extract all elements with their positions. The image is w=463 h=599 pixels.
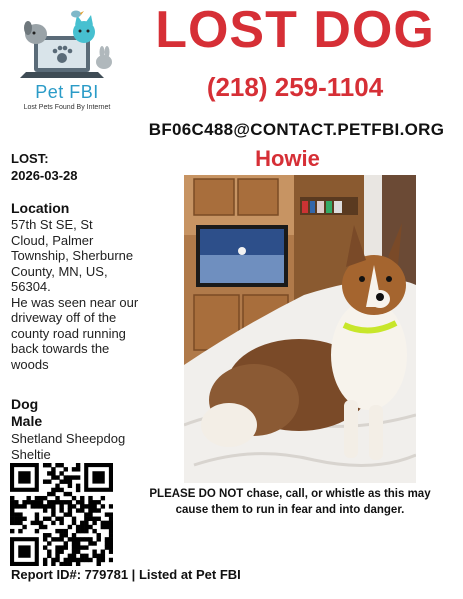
location-line: County, MN, US, [11, 263, 108, 279]
location-line: woods [11, 356, 49, 372]
contact-phone[interactable]: (218) 259-1104 [206, 72, 384, 102]
location-line: Township, Sherburne [11, 248, 134, 263]
laptop-pets-logo-icon [18, 6, 116, 84]
location-line: 57th St SE, St [11, 217, 93, 232]
report-id: Report ID#: 779781 [11, 567, 129, 582]
location-description [11, 217, 141, 372]
qr-code-icon[interactable] [10, 463, 113, 566]
footer-separator: | [128, 567, 139, 582]
lost-date-value: 2026-03-28 [11, 168, 78, 183]
pet-name: Howie [255, 146, 320, 171]
location-line: 56304. [11, 279, 51, 294]
location-line: He was seen near our [11, 294, 139, 310]
report-footer [11, 567, 241, 582]
listed-at-link[interactable]: Listed at Pet FBI [138, 567, 241, 582]
lost-date-label: LOST: [11, 151, 49, 166]
pet-breed-primary: Shetland Sheepdog [11, 431, 126, 446]
pet-species: Dog [11, 396, 39, 412]
pet-sex: Male [11, 413, 43, 429]
location-line: back towards the [11, 341, 110, 356]
location-line: Cloud, Palmer [11, 232, 94, 248]
pet-fbi-logo [8, 6, 126, 116]
brand-tagline: Lost Pets Found By Internet [23, 104, 111, 111]
contact-email[interactable]: BF06C488@CONTACT.PETFBI.ORG [148, 120, 445, 139]
pet-breed-secondary: Sheltie [11, 447, 51, 462]
pet-photo [184, 175, 416, 483]
brand-name: Pet FBI [35, 82, 99, 102]
location-label: Location [11, 200, 70, 216]
location-line: county road running [11, 325, 126, 341]
poster-headline: LOST DOG [155, 1, 435, 59]
safety-warning: PLEASE DO NOT chase, call, or whistle as this may cause them to run in fear and into danger. [149, 488, 431, 516]
location-line: driveway off of the [11, 310, 117, 325]
